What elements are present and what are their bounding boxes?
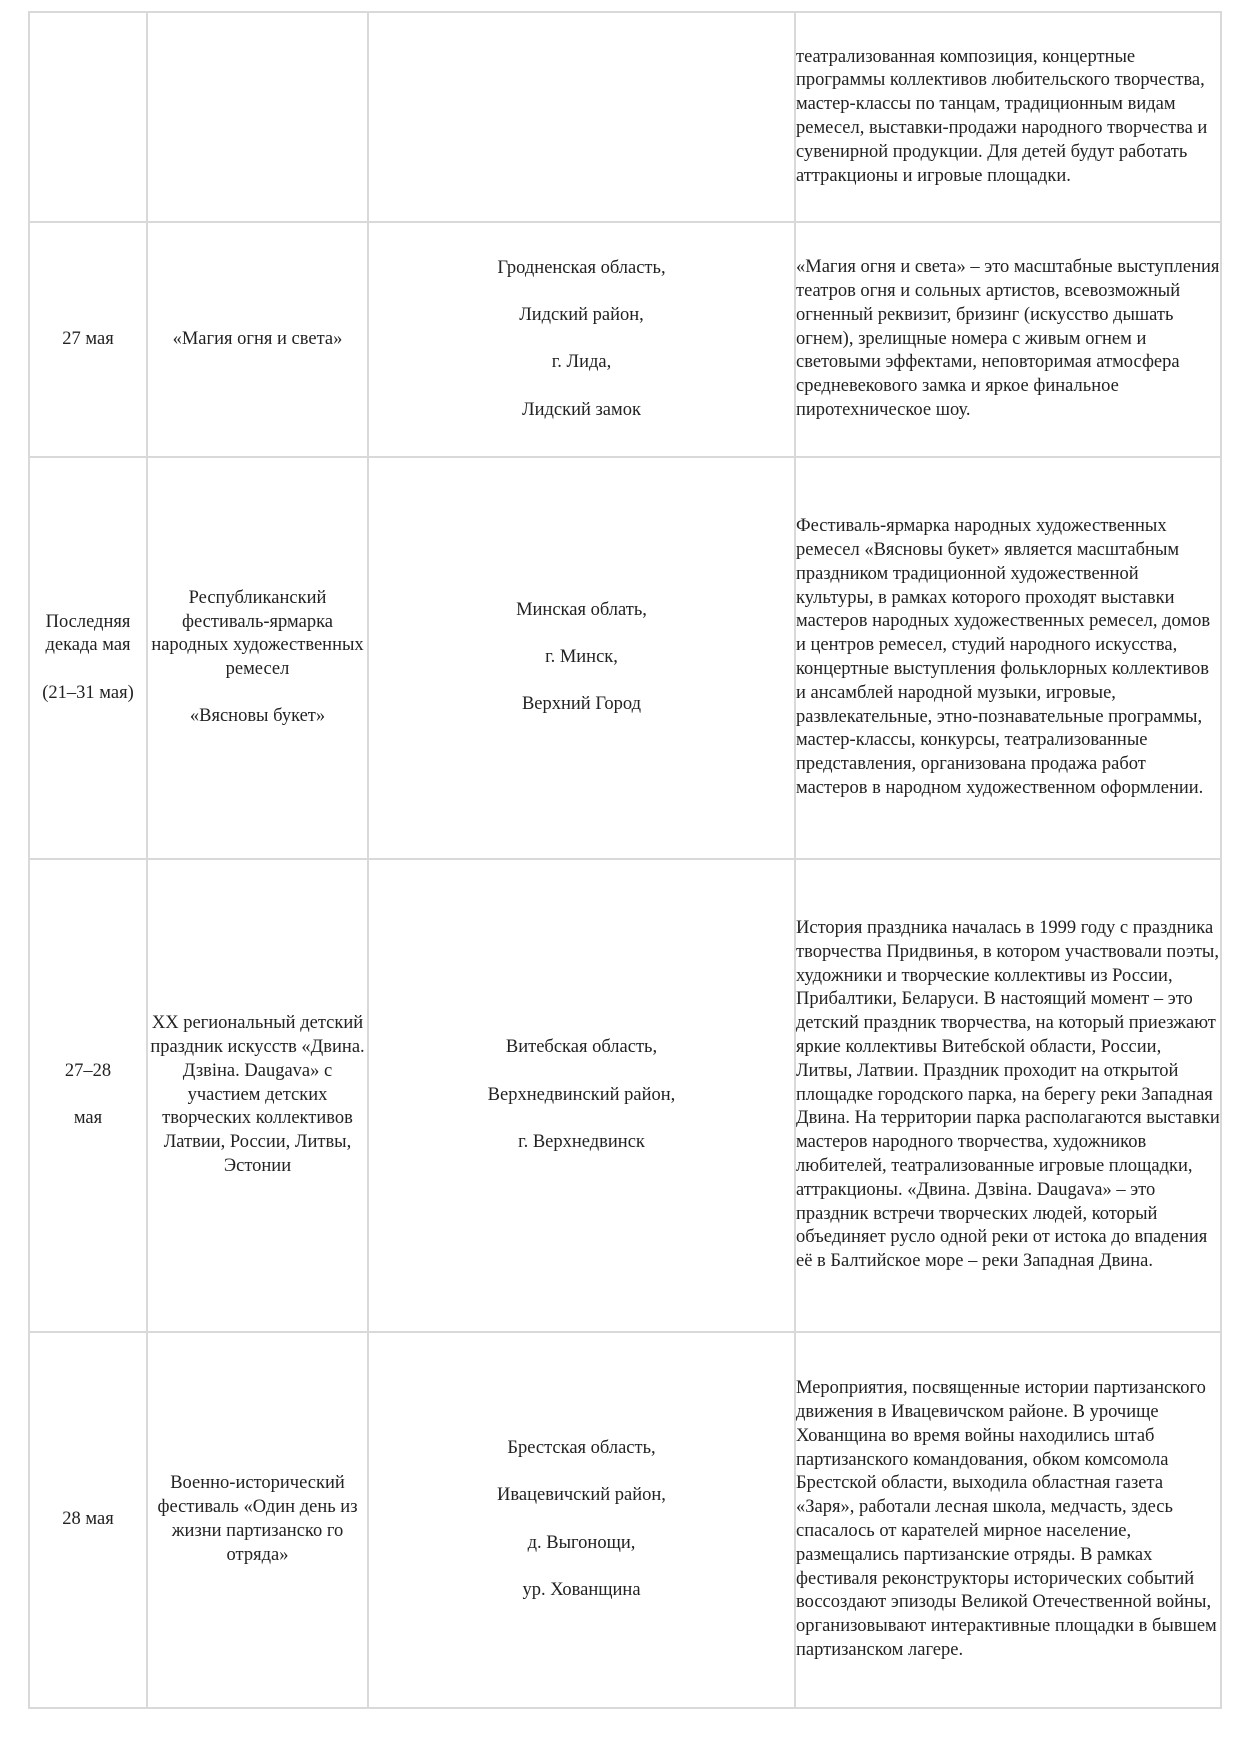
description-cell	[795, 457, 1221, 859]
location-line: д. Выгонощи,	[527, 1532, 636, 1553]
date-text: 28 мая	[62, 1509, 114, 1530]
table-row	[29, 12, 1221, 222]
location-line: Ивацевичский район,	[497, 1485, 666, 1506]
location-cell	[368, 859, 795, 1332]
location-line: Брестская область,	[507, 1438, 656, 1459]
description-text: Фестиваль-ярмарка народных художественных ремесел «Вясновы букет» является масштабным праздником традиционной художественной культуры, в рамках которого проходят выставки мастеров народных художественных ремесел, домов и центров ремесел, студий народного искусства, концертные выступления фольклорных коллективов и ансамблей народной музыки, игровые, развлекательные, этно-познавательные программы, мастер-классы, конкурсы, театрализованные представления, организована продажа работ мастеров в народном художественном оформлении.	[796, 516, 1211, 798]
event-name-cell	[147, 222, 368, 457]
event-name-cell	[147, 859, 368, 1332]
table-row	[29, 222, 1221, 457]
location-cell	[368, 222, 795, 457]
description-text: История праздника началась в 1999 году с праздника творчества Придвинья, в котором участвовали поэты, художники и творческие коллективы из России, Прибалтики, Беларуси. В настоящий момент – это детский праздник творчества, на который приезжают яркие коллективы Витебской области, России, Литвы, Латвии. Праздник проходит на открытой площадке городского парка, на берегу реки Западная Двина. На территории парка располагаются выставки мастеров народного творчества, художников любителей, театрализованные игровые площадки, аттракционы. «Двина. Дзвіна. Daugava» – это праздник встречи творческих людей, который объединяет русло одной реки от истока до впадения её в Балтийское море – реки Западная Двина.	[796, 918, 1220, 1272]
location-line: г. Верхнедвинск	[518, 1131, 645, 1152]
location-line: Минская облать,	[516, 599, 647, 620]
date-text: 27 мая	[62, 328, 114, 349]
event-subname-text: «Вясновы букет»	[189, 706, 326, 727]
events-table	[28, 11, 1222, 1709]
location-cell	[368, 12, 795, 222]
event-name-text: Военно-исторический фестиваль «Один день из жизни партизанско го отряда»	[157, 1473, 358, 1565]
description-cell	[795, 1332, 1221, 1708]
location-line: Гродненская область,	[497, 257, 666, 278]
description-text: Мероприятия, посвященные истории партизанского движения в Ивацевичском районе. В урочище Хованщина во время войны находились штаб партизанского командования, обком комсомола Брестской области, выходила областная газета «Заря», работали лесная школа, медчасть, здесь спасалось от карателей мирное население, размещались партизанские отряды. В рамках фестиваля реконструкторы исторических событий воссоздают эпизоды Великой Отечественной войны, организовывают интерактивные площадки в бывшем партизанском лагере.	[796, 1378, 1217, 1660]
location-line: Витебская область,	[505, 1037, 658, 1058]
location-line: Верхнедвинский район,	[487, 1084, 676, 1105]
event-name-cell	[147, 12, 368, 222]
date-text: Последняя декада мая	[45, 611, 131, 656]
location-cell	[368, 1332, 795, 1708]
event-name-cell	[147, 1332, 368, 1708]
event-name-text: «Магия огня и света»	[172, 328, 343, 349]
date-month-text: мая	[73, 1108, 103, 1129]
date-cell	[29, 457, 147, 859]
date-cell	[29, 859, 147, 1332]
date-range-text: (21–31 мая)	[42, 682, 134, 703]
date-text: 27–28	[64, 1060, 112, 1081]
description-text: театрализованная композиция, концертные программы коллективов любительского творчества, мастер-классы по танцам, традиционным видам ремесел, выставки-продажи народного творчества и сувенирной продукции. Для детей будут работать аттракционы и игровые площадки.	[796, 46, 1208, 186]
description-cell	[795, 222, 1221, 457]
description-cell	[795, 859, 1221, 1332]
date-cell	[29, 222, 147, 457]
date-cell	[29, 1332, 147, 1708]
table-row	[29, 1332, 1221, 1708]
date-cell	[29, 12, 147, 222]
location-line: Лидский замок	[522, 399, 641, 420]
location-line: г. Минск,	[545, 647, 618, 668]
location-line: Лидский район,	[519, 304, 644, 325]
table-row	[29, 457, 1221, 859]
location-cell	[368, 457, 795, 859]
location-line: Верхний Город	[521, 694, 642, 715]
event-name-text: Республиканский фестиваль-ярмарка народных художественных ремесел	[151, 587, 364, 680]
description-text: «Магия огня и света» – это масштабные выступления театров огня и сольных артистов, всевозможный огненный реквизит, бризинг (искусство дышать огнем), зрелищные номера с живым огнем и световыми эффектами, неповторимая атмосфера средневекового замка и яркое финальное пиротехническое шоу.	[796, 257, 1220, 420]
location-line: ур. Хованщина	[522, 1580, 641, 1601]
description-cell	[795, 12, 1221, 222]
table-row	[29, 859, 1221, 1332]
event-name-cell	[147, 457, 368, 859]
location-line: г. Лида,	[551, 352, 612, 373]
event-name-text: XX региональный детский праздник искусств «Двина. Дзвіна. Daugava» с участием детских творческих коллективов Латвии, России, Литвы, Эстонии	[150, 1013, 365, 1176]
